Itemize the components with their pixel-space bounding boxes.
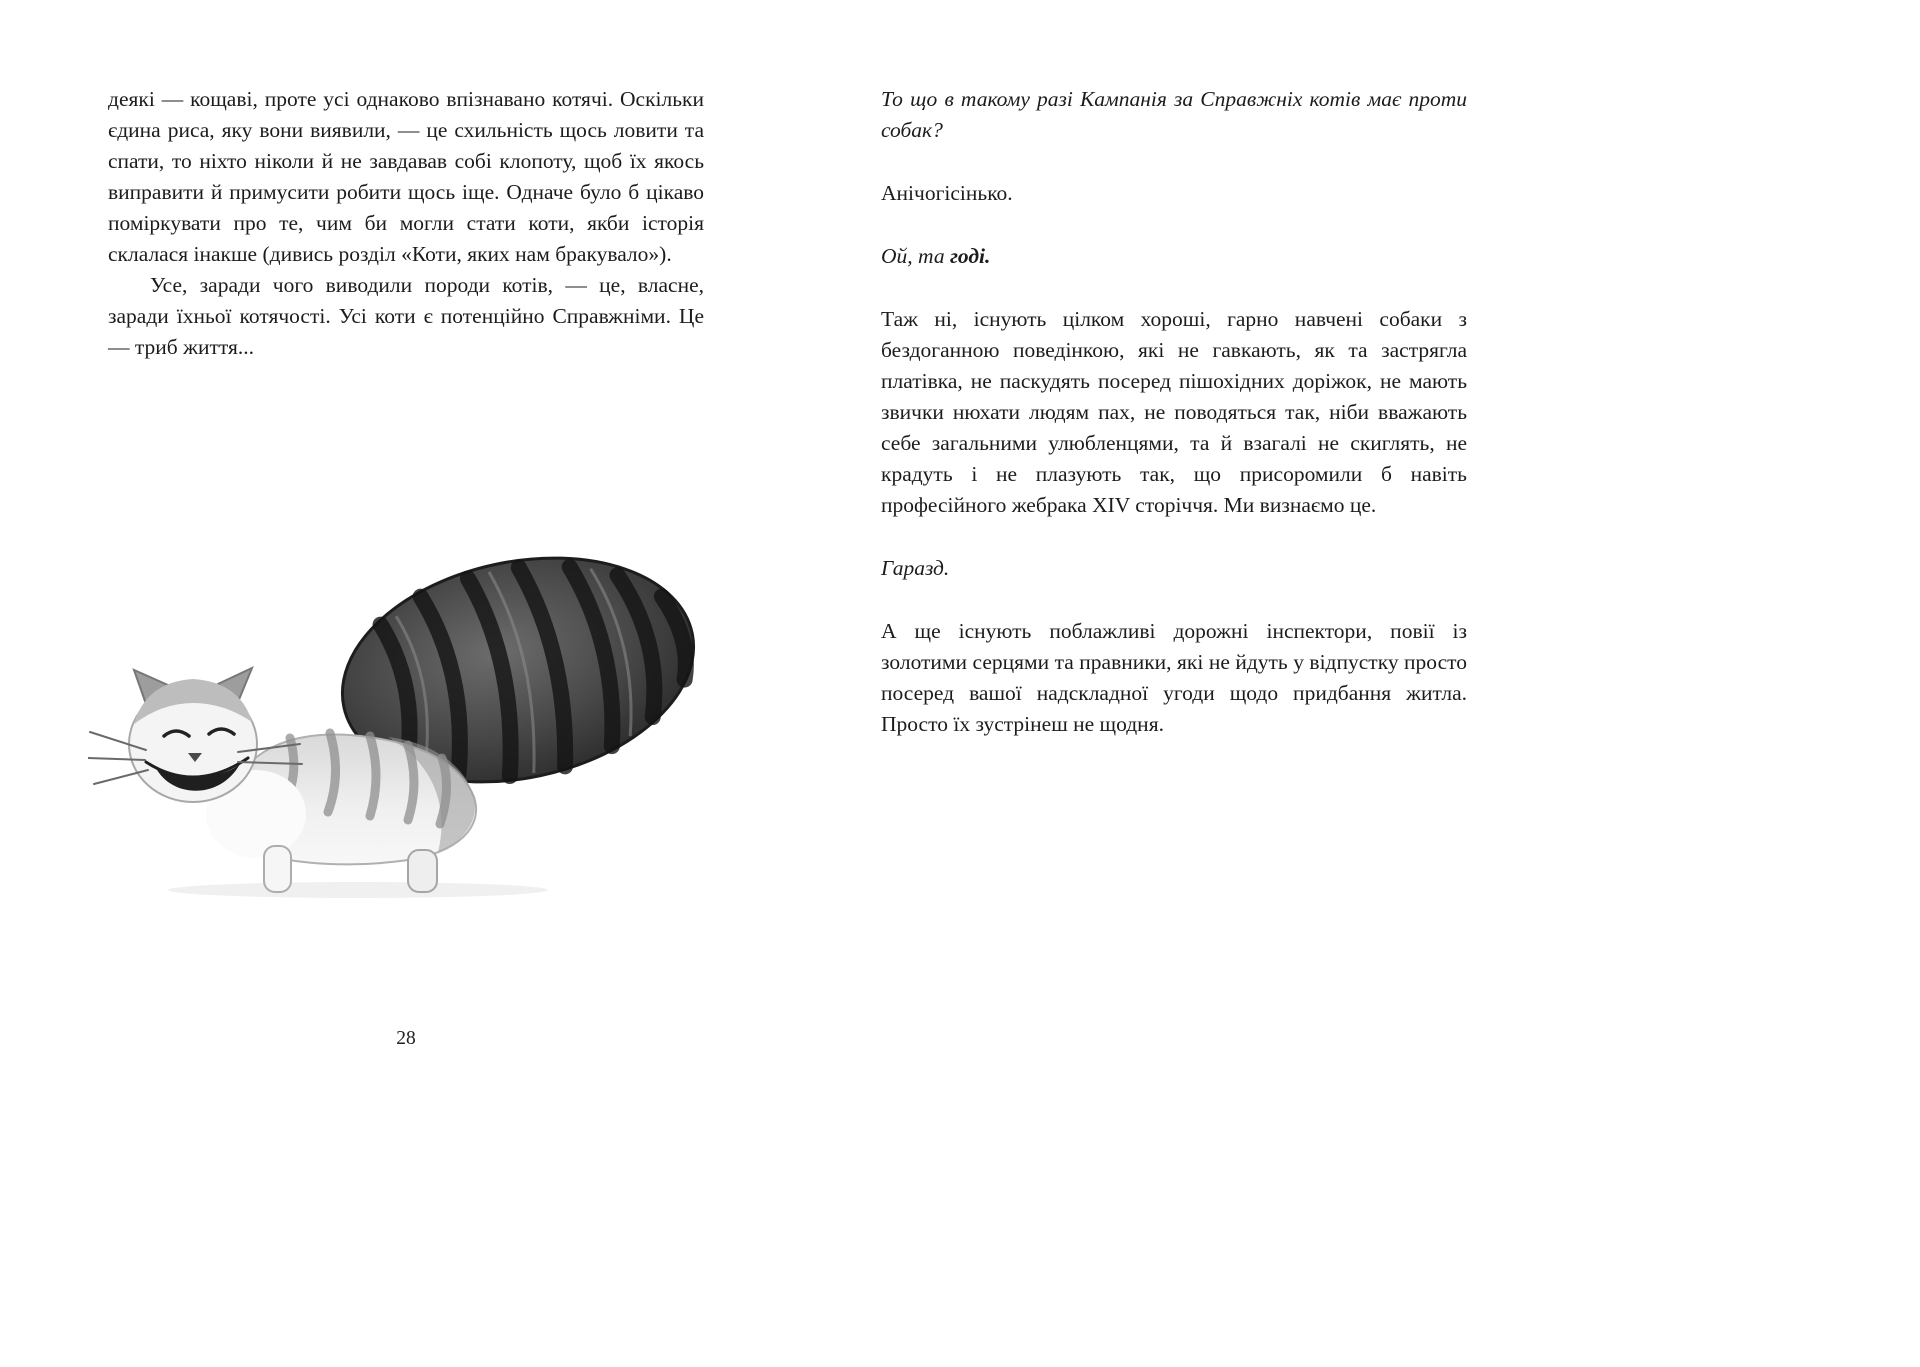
right-text-block (881, 84, 1467, 772)
left-text-block (108, 84, 704, 363)
text-segment: То що в такому разі Кампанія за Справжніх котів має проти собак? (881, 87, 1467, 142)
paragraph (881, 553, 1467, 584)
paragraph (881, 241, 1467, 272)
text-segment: Анічогісінько. (881, 181, 1013, 205)
text-segment: Гаразд. (881, 556, 950, 580)
text-segment: Таж ні, існують цілком хороші, гарно навчені собаки з бездоганною поведінкою, які не гавкають, як та застрягла платівка, не паскудять посеред пішохідних доріжок, не мають звички нюхати людям пах, не поводяться так, ніби вважають себе загальними улюбленцями, та й взагалі не скиглять, не крадуть і не плазують так, що присоромили б навіть професійного жебрака XIV сторіччя. Ми визнаємо це. (881, 307, 1467, 517)
text-segment: годі. (949, 244, 991, 268)
cat-illustration (88, 552, 712, 900)
paragraph (881, 178, 1467, 209)
paragraph (108, 270, 704, 363)
text-segment: деякі — кощаві, проте усі однаково впізнавано котячі. Оскільки єдина риса, яку вони виявили, — це схильність щось ловити та спати, то ніхто ніколи й не завдавав собі клопоту, щоб їх якось виправити й примусити робити щось іще. Одначе було б цікаво поміркувати про те, чим би могли стати коти, якби історія склалася інакше (дивись розділ «Коти, яких нам бракувало»). (108, 87, 704, 266)
page-number: 28 (396, 1028, 416, 1049)
paragraph (108, 84, 704, 270)
text-segment: Усе, заради чого виводили породи котів, — це, власне, заради їхньої котячості. Усі коти є потенційно Справжніми. Це — триб життя... (108, 273, 704, 359)
paragraph (881, 84, 1467, 146)
paragraph (881, 304, 1467, 521)
paragraph (881, 616, 1467, 740)
text-segment: А ще існують поблажливі дорожні інспектори, повії із золотими серцями та правники, які не йдуть у відпустку просто посеред вашої надскладної угоди щодо придбання житла. Просто їх зустрінеш не щодня. (881, 619, 1467, 736)
text-segment: Ой, та (881, 244, 950, 268)
ground-shadow (168, 882, 548, 898)
cat-drawing-svg (88, 552, 712, 900)
